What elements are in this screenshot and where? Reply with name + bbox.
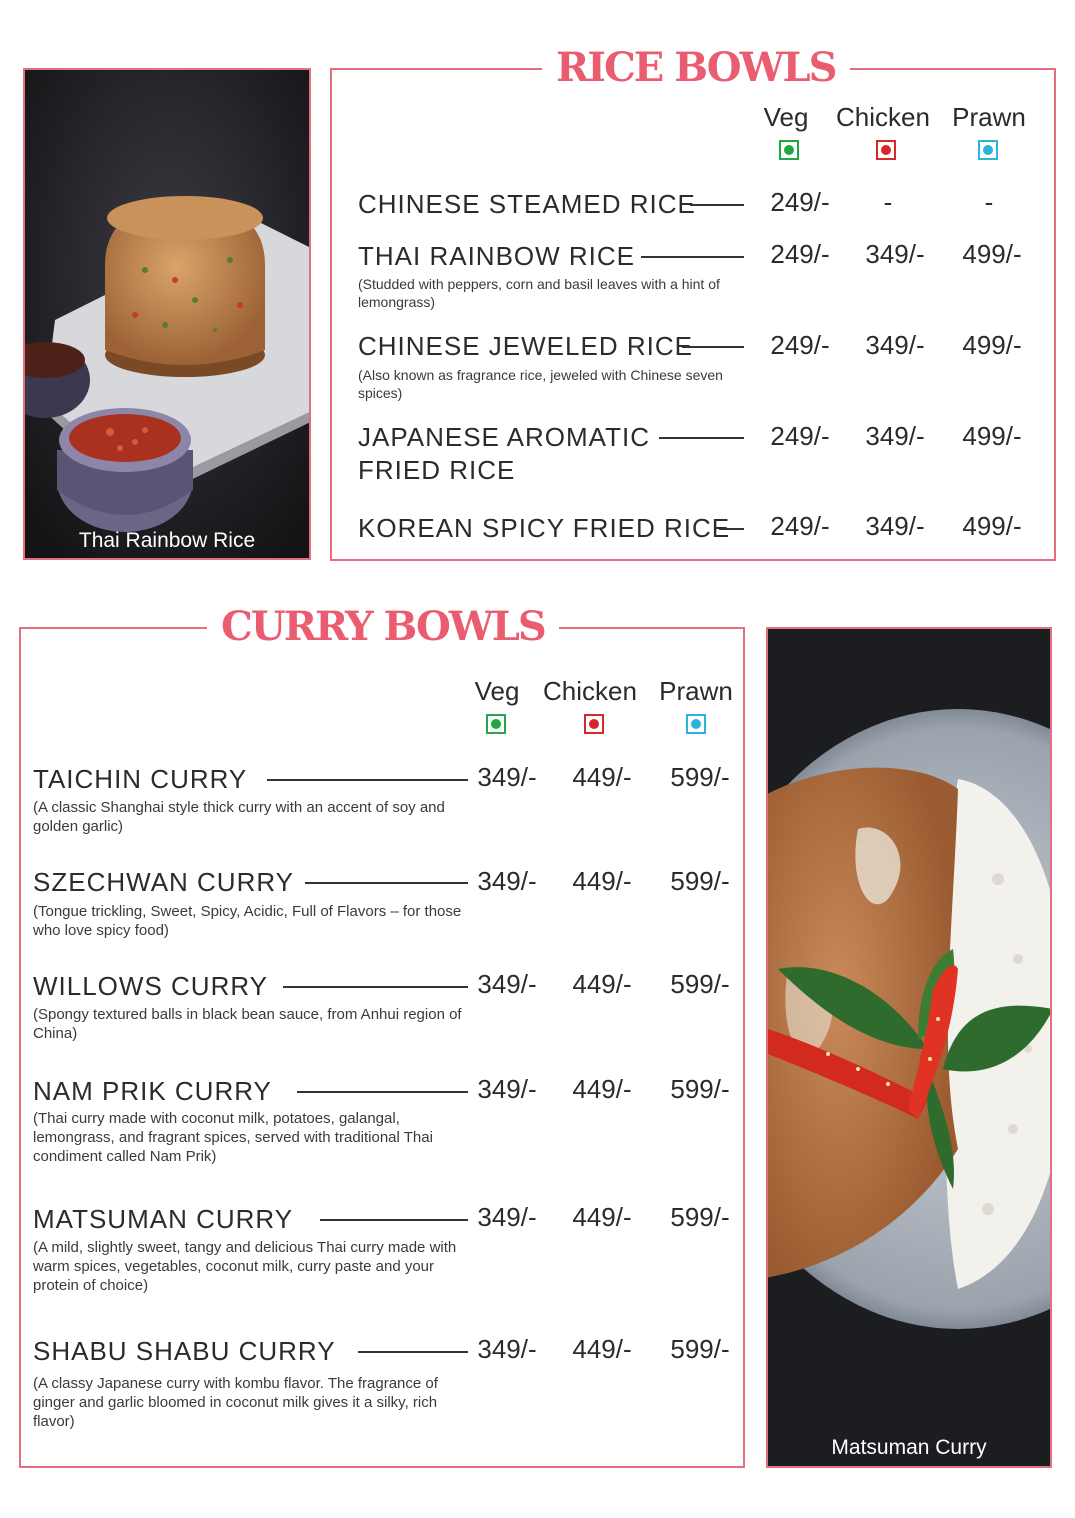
curry-item-name: WILLOWS CURRY xyxy=(33,971,268,1001)
price-veg: 349/- xyxy=(477,1202,537,1232)
leader-line xyxy=(320,1219,468,1221)
price-prawn: 499/- xyxy=(962,330,1022,360)
price-prawn: 599/- xyxy=(670,1202,730,1232)
col-head-prawn: Prawn xyxy=(952,102,1026,132)
price-prawn: - xyxy=(984,187,994,217)
rice-item-name: THAI RAINBOW RICE xyxy=(358,241,636,271)
chicken-marker-icon xyxy=(876,140,896,160)
price-veg: 349/- xyxy=(477,866,537,896)
curry-item-name: TAICHIN CURRY xyxy=(33,764,248,794)
price-chicken: 449/- xyxy=(572,1074,632,1104)
rice-item-name: CHINESE STEAMED RICE xyxy=(358,189,696,219)
price-prawn: 599/- xyxy=(670,1074,730,1104)
leader-line xyxy=(719,528,744,530)
prawn-marker-icon xyxy=(686,714,706,734)
rice-photo-caption: Thai Rainbow Rice xyxy=(78,529,256,552)
price-chicken: 349/- xyxy=(865,511,925,541)
price-veg: 349/- xyxy=(477,762,537,792)
rice-bowls-title: RICE BOWLS xyxy=(542,43,850,93)
col-head-prawn: Prawn xyxy=(659,676,733,706)
curry-item-description: (A classic Shanghai style thick curry with an accent of soy and golden garlic) xyxy=(33,799,445,835)
curry-photo xyxy=(766,627,1052,1468)
prawn-marker-icon xyxy=(978,140,998,160)
col-head-chicken: Chicken xyxy=(543,676,637,706)
curry-item-name: SZECHWAN CURRY xyxy=(33,867,295,897)
chicken-marker-icon xyxy=(584,714,604,734)
price-chicken: 349/- xyxy=(865,421,925,451)
price-prawn: 599/- xyxy=(670,762,730,792)
curry-bowls-title: CURRY BOWLS xyxy=(207,602,559,652)
price-chicken: 449/- xyxy=(572,969,632,999)
curry-item-description: (A classy Japanese curry with kombu flavor. The fragrance of ginger and garlic bloomed in coconut milk gives it a silky, rich flavor) xyxy=(33,1375,438,1430)
price-veg: 249/- xyxy=(770,511,830,541)
veg-marker-icon xyxy=(779,140,799,160)
rice-photo xyxy=(23,68,311,560)
curry-item-name: SHABU SHABU CURRY xyxy=(33,1336,336,1366)
price-veg: 249/- xyxy=(770,421,830,451)
leader-line xyxy=(297,1091,468,1093)
rice-item-name: CHINESE JEWELED RICE xyxy=(358,331,693,361)
col-head-veg: Veg xyxy=(474,676,520,706)
price-prawn: 499/- xyxy=(962,239,1022,269)
price-prawn: 599/- xyxy=(670,866,730,896)
curry-photo-illustration xyxy=(768,629,1052,1468)
rice-item-name: JAPANESE AROMATIC xyxy=(358,422,650,452)
leader-line xyxy=(682,346,744,348)
price-chicken: 449/- xyxy=(572,762,632,792)
rice-item-name-line2: FRIED RICE xyxy=(358,455,516,485)
rice-photo-illustration xyxy=(25,70,311,560)
price-chicken: 449/- xyxy=(572,1202,632,1232)
rice-item-description: (Also known as fragrance rice, jeweled with Chinese seven spices) xyxy=(358,367,723,401)
leader-line xyxy=(690,204,744,206)
rice-bowls-panel xyxy=(330,68,1056,561)
curry-photo-caption: Matsuman Curry xyxy=(831,1436,987,1459)
curry-item-name: MATSUMAN CURRY xyxy=(33,1204,294,1234)
curry-item-name: NAM PRIK CURRY xyxy=(33,1076,272,1106)
price-chicken: 449/- xyxy=(572,866,632,896)
price-prawn: 499/- xyxy=(962,421,1022,451)
price-chicken: 349/- xyxy=(865,330,925,360)
price-veg: 249/- xyxy=(770,330,830,360)
curry-item-description: (Thai curry made with coconut milk, potatoes, galangal, lemongrass, and fragrant spices, served with traditional Thai condiment called Nam Prik) xyxy=(33,1110,433,1165)
price-prawn: 599/- xyxy=(670,1334,730,1364)
price-prawn: 599/- xyxy=(670,969,730,999)
price-prawn: 499/- xyxy=(962,511,1022,541)
col-head-chicken: Chicken xyxy=(836,102,930,132)
col-head-veg: Veg xyxy=(763,102,809,132)
price-chicken: 449/- xyxy=(572,1334,632,1364)
rice-item-name: KOREAN SPICY FRIED RICE xyxy=(358,513,731,543)
leader-line xyxy=(659,437,744,439)
leader-line xyxy=(641,256,744,258)
veg-marker-icon xyxy=(486,714,506,734)
leader-line xyxy=(283,986,468,988)
price-veg: 349/- xyxy=(477,1074,537,1104)
curry-item-description: (A mild, slightly sweet, tangy and delicious Thai curry made with warm spices, vegetables, coconut milk, curry paste and your protein of choice) xyxy=(33,1239,457,1294)
price-veg: 249/- xyxy=(770,239,830,269)
leader-line xyxy=(305,882,468,884)
price-chicken: 349/- xyxy=(865,239,925,269)
rice-item-description: (Studded with peppers, corn and basil leaves with a hint of lemongrass) xyxy=(358,276,720,310)
curry-item-description: (Spongy textured balls in black bean sauce, from Anhui region of China) xyxy=(33,1006,462,1042)
price-chicken: - xyxy=(883,187,893,217)
curry-item-description: (Tongue trickling, Sweet, Spicy, Acidic, Full of Flavors – for those who love spicy food) xyxy=(33,903,462,939)
price-veg: 349/- xyxy=(477,1334,537,1364)
leader-line xyxy=(267,779,468,781)
price-veg: 249/- xyxy=(770,187,830,217)
price-veg: 349/- xyxy=(477,969,537,999)
